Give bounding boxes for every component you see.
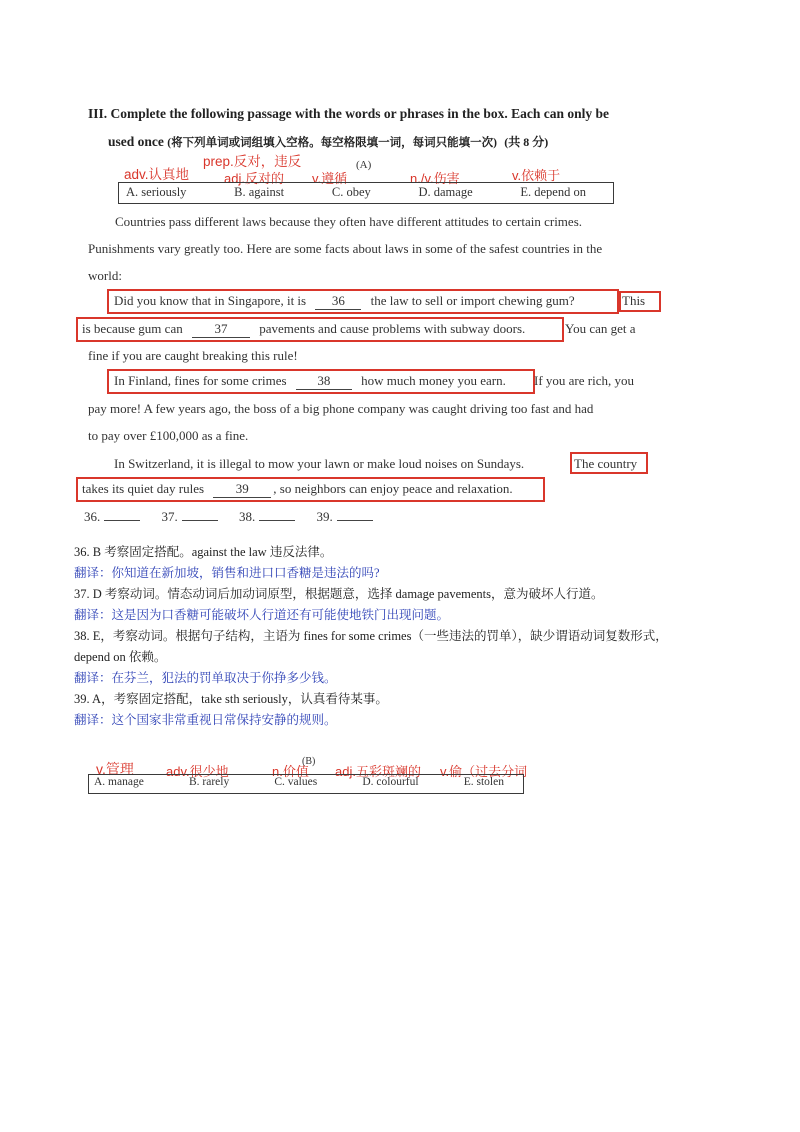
p2-text-g: pavements and cause problems with subway doors. (259, 321, 526, 336)
subtitle-cn: (将下列单词或词组填入空格。每空格限填一词，每词只能填一次) (167, 137, 497, 149)
word-box-2-options (94, 776, 504, 788)
translation-37: 翻译：这是因为口香糖可能破坏人行道还有可能使地铁门出现问题。 (74, 608, 450, 622)
p2-text-e: is because gum can (82, 321, 183, 336)
answer-36: 36. B 考察固定搭配。against the law 违反法律。 (74, 545, 333, 559)
option-a: A. seriously (126, 185, 187, 199)
corner-mark-b: (B) (302, 756, 316, 767)
p3-text-d: If you are rich, you (534, 373, 634, 388)
answer-38-line-2: depend on 依赖。 (74, 650, 167, 664)
section-subtitle (108, 133, 548, 150)
translation-38: 翻译：在芬兰，犯法的罚单取决于你挣多少钱。 (74, 671, 337, 685)
passage-line-36 (114, 293, 575, 310)
annotation-damage: n./v.伤害 (410, 171, 460, 186)
annotation-colourful: adj.五彩斑斓的 (335, 764, 421, 779)
annotation-depend-on: v.依赖于 (512, 168, 561, 183)
blank-label-38: 38. (239, 509, 256, 524)
annotation-seriously: adv.认真地 (124, 167, 190, 182)
option-e: E. depend on (520, 185, 586, 199)
annotation-rarely: adv.很少地 (166, 764, 229, 779)
blank-38: 38 (296, 373, 352, 390)
section-title: III. Complete the following passage with the words or phrases in the box. Each can only be (88, 106, 610, 121)
option-c: C. obey (331, 185, 371, 199)
p2-this: This (622, 293, 646, 308)
translation-39: 翻译：这个国家非常重视日常保持安静的规则。 (74, 713, 337, 727)
word-box-1-options (126, 185, 586, 200)
option-2-b: B. rarely (188, 776, 230, 788)
p3-text-f: to pay over £100,000 as a fine. (88, 428, 249, 443)
annotation-obey: v.遵循 (312, 171, 348, 186)
p3-text-c: how much money you earn. (361, 373, 506, 388)
blank-label-37: 37. (161, 509, 178, 524)
answer-38-line-1: 38. E，考察动词。根据句子结构，主语为 fines for some crimes（一些违法的罚单），缺少谓语动词复数形式， (74, 629, 668, 643)
passage-line-38 (114, 373, 506, 390)
option-2-a: A. manage (94, 776, 144, 788)
intro-line-1: Countries pass different laws because they often have different attitudes to certain crimes. (115, 214, 582, 229)
p3-text-e: pay more! A few years ago, the boss of a big phone company was caught driving too fast and had (88, 401, 594, 416)
answer-blanks-row (84, 509, 373, 525)
points: (共 8 分) (504, 135, 549, 149)
p4-text-b: The country (574, 456, 638, 471)
p2-text-c: the law to sell or import chewing gum? (370, 293, 575, 308)
translation-36: 翻译：你知道在新加坡，销售和进口口香糖是违法的吗? (74, 566, 380, 580)
option-b: B. against (234, 185, 285, 199)
blank-37: 37 (192, 321, 250, 338)
blank-label-39: 39. (316, 509, 333, 524)
intro-line-3: world: (88, 268, 122, 283)
p2-text-a: Did you know that in Singapore, it is (114, 293, 307, 308)
intro-line-2: Punishments vary greatly too. Here are some facts about laws in some of the safest countries in the (88, 241, 603, 256)
blank-line-38 (259, 520, 295, 521)
annotation-against-prep: prep.反对，违反 (203, 154, 302, 169)
p3-text-a: In Finland, fines for some crimes (114, 373, 287, 388)
option-2-c: C. values (274, 776, 318, 788)
blank-36: 36 (315, 293, 361, 310)
p4-text-e: , so neighbors can enjoy peace and relaxation. (273, 481, 513, 496)
annotation-values: n.价值 (272, 764, 309, 779)
blank-label-36: 36. (84, 509, 101, 524)
option-2-e: E. stolen (463, 776, 504, 788)
p2-text-i: fine if you are caught breaking this rule! (88, 348, 298, 363)
annotation-against-adj: adj.反对的 (224, 171, 284, 186)
blank-line-39 (337, 520, 373, 521)
p4-text-a: In Switzerland, it is illegal to mow your lawn or make loud noises on Sundays. (114, 456, 525, 471)
answer-37: 37. D 考察动词。情态动词后加动词原型，根据题意，选择 damage pavements，意为破坏人行道。 (74, 587, 604, 601)
annotation-stolen: v.偷（过去分词 (440, 764, 528, 779)
annotation-manage: v.管理 (96, 761, 134, 777)
answer-39: 39. A，考察固定搭配，take sth seriously，认真看待某事。 (74, 692, 388, 706)
blank-39: 39 (213, 481, 271, 498)
passage-line-37 (82, 321, 525, 338)
passage-line-39 (82, 481, 513, 498)
p4-text-c: takes its quiet day rules (82, 481, 205, 496)
option-2-d: D. colourful (362, 776, 419, 788)
corner-mark-a: (A) (356, 159, 372, 171)
blank-line-37 (182, 520, 218, 521)
p2-text-h: You can get a (565, 321, 636, 336)
option-d: D. damage (418, 185, 473, 199)
blank-line-36 (104, 520, 140, 521)
subtitle-en: used once (108, 134, 164, 149)
